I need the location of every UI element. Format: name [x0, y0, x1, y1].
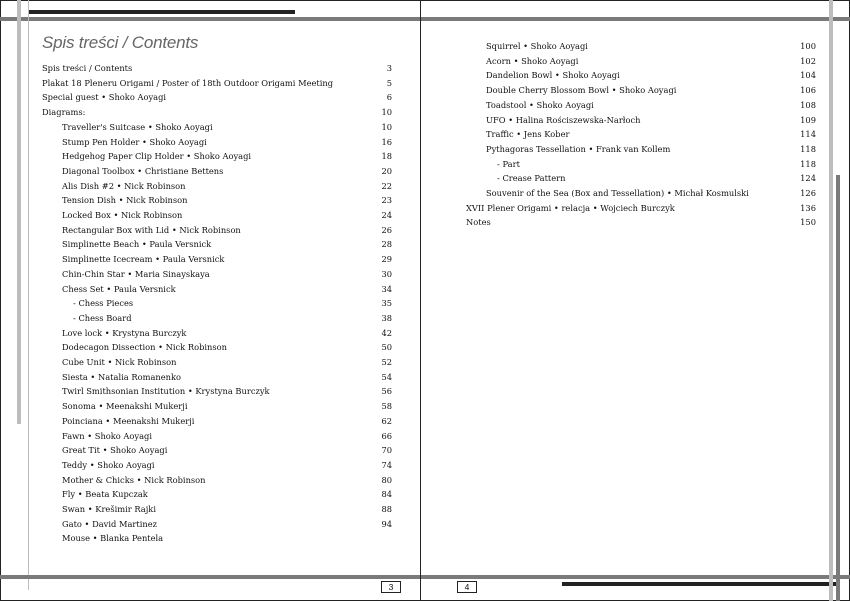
toc-entry-page: 88	[381, 504, 392, 514]
toc-entry-page: 114	[800, 129, 816, 140]
toc-entry-page: 28	[381, 239, 392, 250]
toc-entry-page: 136	[800, 202, 816, 213]
toc-entry-title: Simplinette Icecream • Paula Versnick	[62, 254, 225, 265]
toc-entry-title: Alis Dish #2 • Nick Robinson	[62, 180, 186, 191]
toc-entry-title: Locked Box • Nick Robinson	[62, 210, 183, 220]
toc-entry-page: 16	[381, 136, 392, 147]
toc-entry-title: Fawn • Shoko Aoyagi	[62, 430, 153, 441]
toc-entry-title: Souvenir of the Sea (Box and Tessellation) • Michał Kosmulski	[486, 188, 749, 198]
toc-entry[interactable]	[42, 475, 392, 489]
toc-entry-page: 124	[800, 173, 816, 184]
toc-entry-title: Spis treści / Contents	[42, 63, 133, 73]
toc-entry[interactable]	[466, 144, 816, 158]
toc-entry[interactable]	[42, 137, 392, 151]
toc-entry-page: 54	[381, 371, 392, 382]
toc-entry[interactable]	[42, 181, 392, 195]
toc-entry-title: Gato • David Martinez	[62, 518, 157, 529]
toc-entry[interactable]	[466, 173, 816, 187]
toc-entry[interactable]	[466, 129, 816, 143]
toc-entry-title: - Chess Board	[73, 312, 132, 323]
toc-entry-page: 18	[381, 151, 392, 162]
toc-entry[interactable]	[42, 254, 392, 268]
toc-entry[interactable]	[466, 85, 816, 99]
toc-entry[interactable]	[42, 63, 392, 77]
toc-entry-page: 34	[381, 283, 392, 294]
toc-entry[interactable]	[42, 92, 392, 106]
toc-entry[interactable]	[42, 372, 392, 386]
toc-entry-title: Acorn • Shoko Aoyagi	[486, 55, 579, 66]
toc-entry-page: 108	[800, 99, 816, 110]
toc-entry[interactable]	[466, 203, 816, 217]
toc-entry[interactable]	[42, 195, 392, 209]
toc-entry[interactable]	[466, 41, 816, 55]
toc-entry-page: 62	[381, 415, 392, 426]
toc-entry[interactable]	[42, 239, 392, 253]
toc-entry-page: 50	[381, 342, 392, 353]
toc-entry-page: 35	[381, 298, 392, 309]
toc-entry-page: 52	[381, 357, 392, 367]
left-page	[0, 0, 420, 601]
toc-entry[interactable]	[42, 504, 392, 518]
toc-entry[interactable]	[42, 416, 392, 430]
toc-entry-title: Mouse • Blanka Pentela	[62, 533, 164, 544]
toc-entry-page: 106	[800, 85, 816, 96]
toc-entry-page: 102	[800, 55, 816, 66]
toc-entry[interactable]	[466, 115, 816, 129]
toc-entry-page: 3	[386, 63, 392, 73]
toc-entry-page: 23	[381, 195, 392, 206]
toc-entry[interactable]	[466, 188, 816, 202]
toc-entry-title: Hedgehog Paper Clip Holder • Shoko Aoyagi	[62, 151, 252, 162]
toc-entry[interactable]	[42, 122, 392, 136]
toc-entry-page: 118	[800, 143, 816, 154]
toc-entry[interactable]	[466, 70, 816, 84]
toc-entry-title: - Part	[497, 158, 520, 169]
toc-entry-title: Pythagoras Tessellation • Frank van Kollem	[486, 143, 671, 154]
toc-entry-page: 126	[800, 188, 816, 198]
toc-entry[interactable]	[42, 401, 392, 415]
toc-entry[interactable]	[42, 298, 392, 312]
toc-entry-title: Notes	[466, 217, 491, 228]
toc-entry-page: 70	[381, 445, 392, 456]
toc-entry-page: 118	[800, 158, 816, 169]
toc-entry-page: 84	[381, 489, 392, 500]
toc-entry-title: Teddy • Shoko Aoyagi	[62, 459, 155, 470]
toc-entry-title: Poinciana • Meenakshi Mukerji	[62, 415, 195, 426]
toc-entry-title: - Crease Pattern	[497, 173, 566, 184]
toc-entry-page: 26	[381, 224, 392, 235]
toc-entry-page: 30	[381, 268, 392, 279]
toc-entry-title: Dodecagon Dissection • Nick Robinson	[62, 342, 227, 353]
toc-entry-title: Dandelion Bowl • Shoko Aoyagi	[486, 70, 620, 81]
toc-entry[interactable]	[42, 519, 392, 533]
toc-entry-page: 56	[381, 386, 392, 397]
toc-entry[interactable]	[42, 210, 392, 224]
toc-entry[interactable]	[42, 386, 392, 400]
toc-entry-title: UFO • Halina Rościszewska-Narłoch	[486, 114, 641, 125]
toc-entry-title: Chin-Chin Star • Maria Sinayskaya	[62, 268, 210, 279]
toc-entry-page: 150	[800, 217, 816, 228]
toc-entry[interactable]	[42, 445, 392, 459]
toc-entry-title: Great Tit • Shoko Aoyagi	[62, 445, 168, 456]
toc-entry-page: 58	[381, 401, 392, 412]
toc-entry-page: 5	[386, 77, 392, 88]
toc-entry[interactable]	[42, 269, 392, 283]
toc-entry-title: Twirl Smithsonian Institution • Krystyna Burczyk	[62, 386, 270, 397]
toc-entry-page: 80	[381, 474, 392, 485]
toc-entry-title: Fly • Beata Kupczak	[62, 489, 148, 500]
toc-entry-title: - Chess Pieces	[73, 298, 134, 309]
page-title: Spis treści / Contents	[42, 33, 199, 52]
toc-entry-page: 100	[800, 41, 816, 51]
page-number-right: 4	[457, 581, 477, 593]
toc-entry-title: Tension Dish • Nick Robinson	[62, 195, 188, 206]
toc-entry[interactable]	[42, 151, 392, 165]
toc-entry-title: Simplinette Beach • Paula Versnick	[62, 239, 212, 250]
toc-entry[interactable]	[42, 313, 392, 327]
toc-entry[interactable]	[42, 107, 392, 121]
toc-entry[interactable]	[42, 225, 392, 239]
toc-entry[interactable]	[42, 357, 392, 371]
toc-entry-title: Love lock • Krystyna Burczyk	[62, 327, 187, 338]
toc-entry-page: 109	[800, 114, 816, 125]
toc-entry-page: 66	[381, 430, 392, 441]
page-number-left: 3	[381, 581, 401, 593]
toc-entry-title: Double Cherry Blossom Bowl • Shoko Aoyagi	[486, 85, 677, 96]
toc-entry-page: 42	[381, 327, 392, 338]
toc-entry-page: 104	[800, 70, 816, 81]
toc-entry-title: Plakat 18 Pleneru Origami / Poster of 18th Outdoor Origami Meeting	[42, 77, 334, 88]
toc-entry-page: 29	[381, 254, 392, 265]
toc-entry-title: Stump Pen Holder • Shoko Aoyagi	[62, 136, 207, 147]
toc-entry-title: Special guest • Shoko Aoyagi	[42, 92, 167, 103]
toc-entry-page: 74	[381, 459, 392, 470]
toc-entry[interactable]	[466, 56, 816, 70]
toc-entry[interactable]	[466, 217, 816, 231]
toc-entry-page: 24	[381, 210, 392, 220]
toc-entry[interactable]	[42, 489, 392, 503]
toc-entry-title: Diagrams:	[42, 107, 86, 118]
toc-entry-title: Squirrel • Shoko Aoyagi	[486, 41, 588, 51]
toc-entry-page: 10	[381, 121, 392, 132]
toc-entry-page: 94	[381, 518, 392, 529]
toc-entry-page: 38	[381, 312, 392, 323]
toc-entry-page: 20	[381, 165, 392, 176]
toc-entry-title: Traffic • Jens Kober	[486, 129, 570, 140]
toc-entry-title: Chess Set • Paula Versnick	[62, 283, 176, 294]
toc-entry[interactable]	[42, 460, 392, 474]
toc-entry-title: Siesta • Natalia Romanenko	[62, 371, 182, 382]
toc-entry-title: Rectangular Box with Lid • Nick Robinson	[62, 224, 241, 235]
toc-entry[interactable]	[42, 342, 392, 356]
right-page	[421, 0, 850, 601]
toc-entry-title: Mother & Chicks • Nick Robinson	[62, 474, 206, 485]
toc-entry-page: 10	[381, 107, 392, 118]
toc-entry-title: XVII Plener Origami • relacja • Wojciech Burczyk	[466, 202, 675, 213]
toc-entry[interactable]	[42, 166, 392, 180]
toc-entry[interactable]	[42, 284, 392, 298]
toc-entry[interactable]	[42, 328, 392, 342]
toc-entry[interactable]	[466, 100, 816, 114]
toc-entry-title: Toadstool • Shoko Aoyagi	[486, 99, 594, 110]
toc-entry-title: Diagonal Toolbox • Christiane Bettens	[62, 165, 224, 176]
toc-entry[interactable]	[42, 431, 392, 445]
toc-entry[interactable]	[466, 159, 816, 173]
toc-entry-title: Sonoma • Meenakshi Mukerji	[62, 401, 188, 412]
toc-entry[interactable]	[42, 78, 392, 92]
toc-entry-title: Traveller's Suitcase • Shoko Aoyagi	[62, 121, 213, 132]
toc-entry-title: Cube Unit • Nick Robinson	[62, 357, 177, 367]
toc-entry[interactable]	[42, 533, 392, 547]
toc-entry-title: Swan • Krešimir Rajki	[62, 504, 156, 514]
toc-entry-page: 22	[381, 180, 392, 191]
toc-entry-page: 6	[386, 92, 392, 103]
